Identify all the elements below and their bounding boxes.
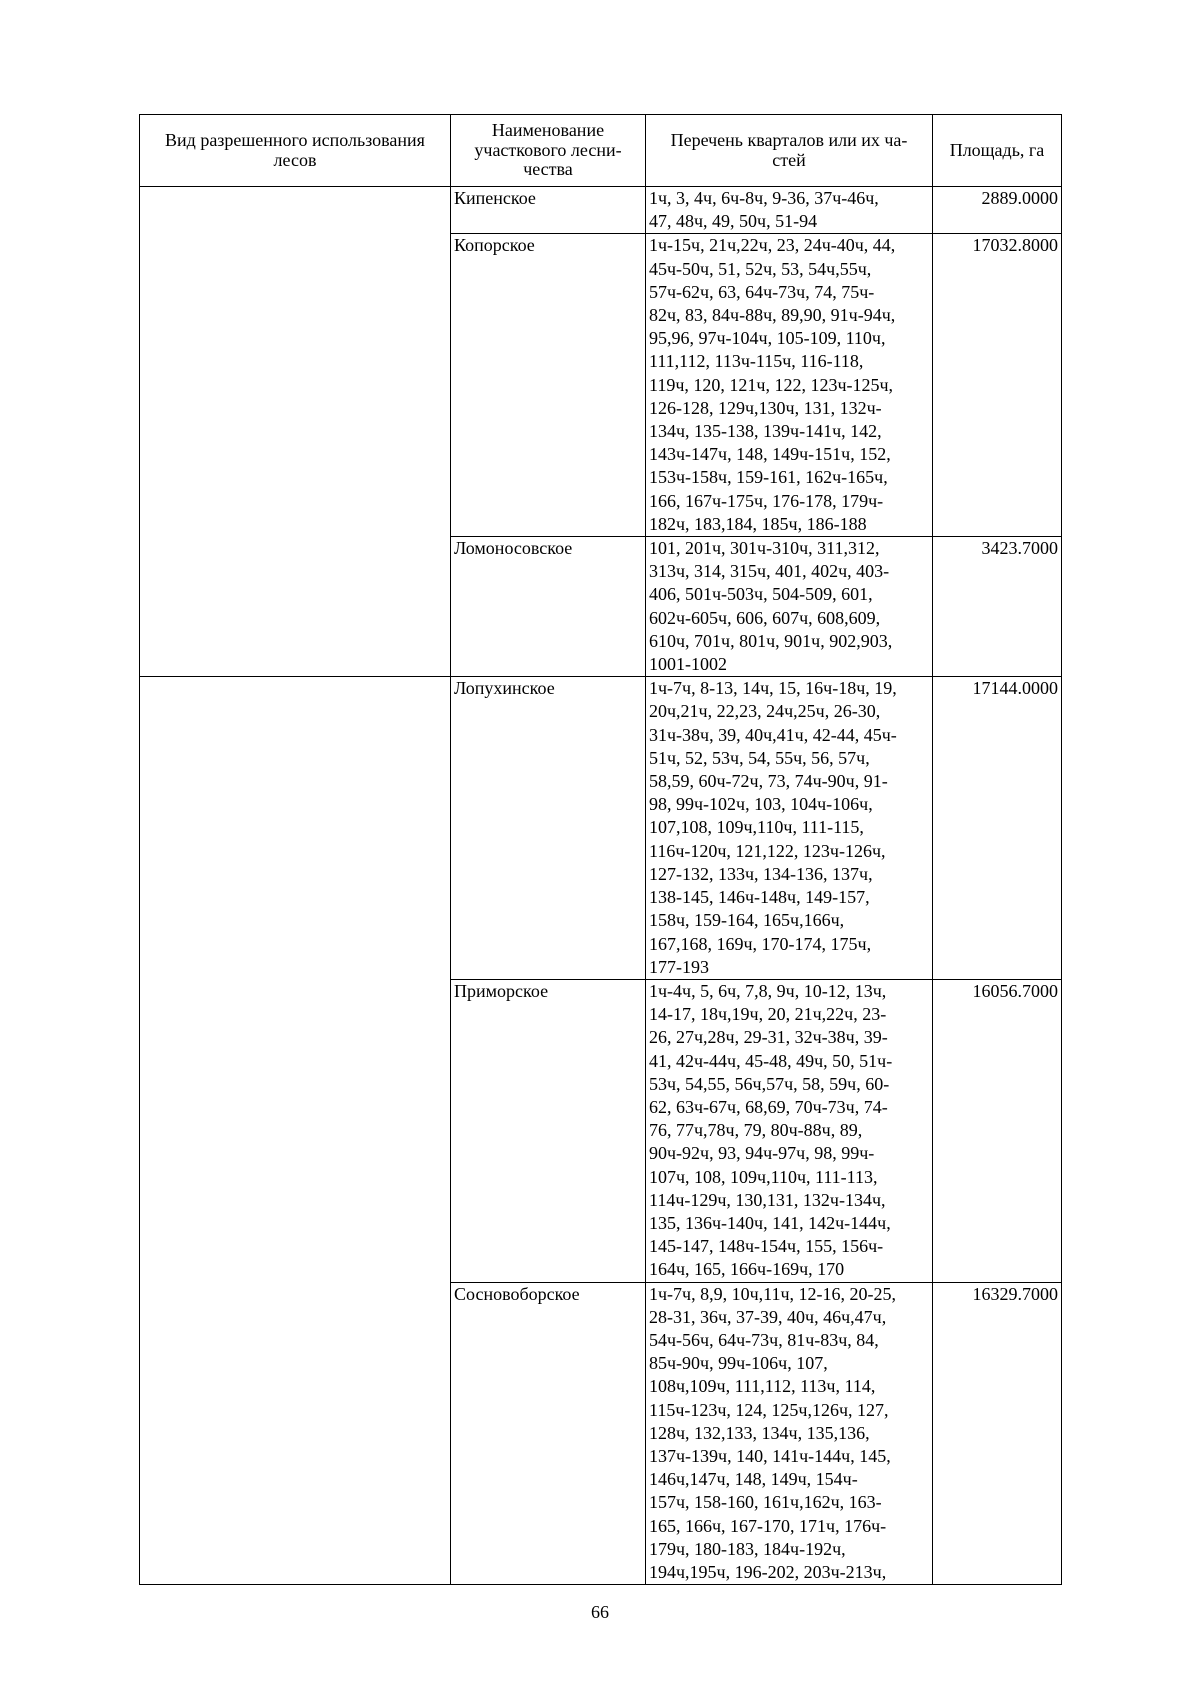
quarters-line: 602ч-605ч, 606, 607ч, 608,609, (649, 607, 881, 628)
quarters-line: 41, 42ч-44ч, 45-48, 49ч, 50, 51ч- (649, 1050, 893, 1071)
header-area: Площадь, га (933, 115, 1062, 187)
quarters-line: 54ч-56ч, 64ч-73ч, 81ч-83ч, 84, (649, 1329, 879, 1350)
quarters-line: 119ч, 120, 121ч, 122, 123ч-125ч, (649, 374, 894, 395)
forestry-name-cell: Приморское (451, 979, 646, 1282)
quarters-line: 28-31, 36ч, 37-39, 40ч, 46ч,47ч, (649, 1306, 887, 1327)
quarters-line: 76, 77ч,78ч, 79, 80ч-88ч, 89, (649, 1120, 863, 1141)
quarters-line: 177-193 (649, 956, 709, 977)
quarters-line: 137ч-139ч, 140, 141ч-144ч, 145, (649, 1445, 891, 1466)
quarters-line: 145-147, 148ч-154ч, 155, 156ч- (649, 1236, 884, 1257)
quarters-line: 114ч-129ч, 130,131, 132ч-134ч, (649, 1189, 886, 1210)
quarters-line: 182ч, 183,184, 185ч, 186-188 (649, 513, 867, 534)
quarters-line: 157ч, 158-160, 161ч,162ч, 163- (649, 1492, 882, 1513)
quarters-line: 1ч-4ч, 5, 6ч, 7,8, 9ч, 10-12, 13ч, (649, 980, 887, 1001)
quarters-list-cell (646, 1282, 933, 1585)
quarters-line: 47, 48ч, 49, 50ч, 51-94 (649, 211, 818, 232)
usage-type-cell (140, 187, 451, 677)
quarters-line: 406, 501ч-503ч, 504-509, 601, (649, 584, 873, 605)
quarters-line: 143ч-147ч, 148, 149ч-151ч, 152, (649, 444, 891, 465)
quarters-line: 135, 136ч-140ч, 141, 142ч-144ч, (649, 1212, 891, 1233)
quarters-line: 127-132, 133ч, 134-136, 137ч, (649, 863, 873, 884)
quarters-line: 82ч, 83, 84ч-88ч, 89,90, 91ч-94ч, (649, 305, 896, 326)
quarters-line: 90ч-92ч, 93, 94ч-97ч, 98, 99ч- (649, 1143, 875, 1164)
area-cell: 17032.8000 (933, 234, 1062, 537)
quarters-line: 98, 99ч-102ч, 103, 104ч-106ч, (649, 794, 873, 815)
quarters-line: 1ч, 3, 4ч, 6ч-8ч, 9-36, 37ч-46ч, (649, 188, 879, 208)
table-header-row (140, 115, 1062, 187)
quarters-line: 45ч-50ч, 51, 52ч, 53, 54ч,55ч, (649, 258, 872, 279)
quarters-line: 14-17, 18ч,19ч, 20, 21ч,22ч, 23- (649, 1004, 887, 1025)
quarters-line: 128ч, 132,133, 134ч, 135,136, (649, 1422, 870, 1443)
quarters-line: 153ч-158ч, 159-161, 162ч-165ч, (649, 467, 888, 488)
forestry-name-cell: Копорское (451, 234, 646, 537)
forestry-name-cell: Кипенское (451, 187, 646, 234)
area-cell: 16056.7000 (933, 979, 1062, 1282)
quarters-line: 165, 166ч, 167-170, 171ч, 176ч- (649, 1515, 887, 1536)
quarters-line: 115ч-123ч, 124, 125ч,126ч, 127, (649, 1399, 889, 1420)
quarters-list-cell (646, 187, 933, 234)
quarters-line: 158ч, 159-164, 165ч,166ч, (649, 910, 845, 931)
quarters-line: 164ч, 165, 166ч-169ч, 170 (649, 1259, 845, 1280)
quarters-line: 26, 27ч,28ч, 29-31, 32ч-38ч, 39- (649, 1027, 888, 1048)
forestry-name-cell: Лопухинское (451, 677, 646, 980)
forest-quarters-table (139, 114, 1062, 1585)
quarters-line: 194ч,195ч, 196-202, 203ч-213ч, (649, 1561, 887, 1582)
quarters-line: 108ч,109ч, 111,112, 113ч, 114, (649, 1376, 876, 1397)
quarters-line: 101, 201ч, 301ч-310ч, 311,312, (649, 538, 880, 559)
quarters-line: 107,108, 109ч,110ч, 111-115, (649, 817, 864, 838)
quarters-line: 53ч, 54,55, 56ч,57ч, 58, 59ч, 60- (649, 1073, 890, 1094)
quarters-line: 111,112, 113ч-115ч, 116-118, (649, 351, 864, 372)
quarters-line: 126-128, 129ч,130ч, 131, 132ч- (649, 397, 882, 418)
quarters-line: 610ч, 701ч, 801ч, 901ч, 902,903, (649, 630, 893, 651)
table-row (140, 187, 1062, 234)
quarters-line: 313ч, 314, 315ч, 401, 402ч, 403- (649, 561, 890, 582)
quarters-line: 1ч-7ч, 8,9, 10ч,11ч, 12-16, 20-25, (649, 1283, 897, 1304)
area-cell: 16329.7000 (933, 1282, 1062, 1585)
quarters-line: 134ч, 135-138, 139ч-141ч, 142, (649, 421, 882, 442)
quarters-line: 167,168, 169ч, 170-174, 175ч, (649, 933, 872, 954)
quarters-line: 85ч-90ч, 99ч-106ч, 107, (649, 1353, 828, 1374)
header-quarters-list: Перечень кварталов или их ча- стей (646, 115, 933, 187)
quarters-line: 1ч-15ч, 21ч,22ч, 23, 24ч-40ч, 44, (649, 235, 896, 256)
quarters-line: 58,59, 60ч-72ч, 73, 74ч-90ч, 91- (649, 771, 888, 792)
quarters-line: 1001-1002 (649, 654, 727, 675)
quarters-line: 179ч, 180-183, 184ч-192ч, (649, 1538, 846, 1559)
area-cell: 2889.0000 (933, 187, 1062, 234)
usage-type-cell (140, 677, 451, 1585)
area-cell: 3423.7000 (933, 537, 1062, 677)
quarters-line: 20ч,21ч, 22,23, 24ч,25ч, 26-30, (649, 701, 881, 722)
quarters-line: 57ч-62ч, 63, 64ч-73ч, 74, 75ч- (649, 281, 875, 302)
quarters-line: 138-145, 146ч-148ч, 149-157, (649, 887, 870, 908)
table-row (140, 677, 1062, 980)
quarters-list-cell (646, 234, 933, 537)
page-number: 66 (591, 1602, 609, 1622)
quarters-line: 51ч, 52, 53ч, 54, 55ч, 56, 57ч, (649, 747, 870, 768)
forestry-name-cell: Сосновоборское (451, 1282, 646, 1585)
quarters-line: 1ч-7ч, 8-13, 14ч, 15, 16ч-18ч, 19, (649, 678, 897, 699)
quarters-line: 116ч-120ч, 121,122, 123ч-126ч, (649, 840, 886, 861)
quarters-line: 107ч, 108, 109ч,110ч, 111-113, (649, 1166, 878, 1187)
quarters-line: 166, 167ч-175ч, 176-178, 179ч- (649, 490, 884, 511)
header-forestry-name: Наименование участкового лесни- чества (451, 115, 646, 187)
quarters-line: 95,96, 97ч-104ч, 105-109, 110ч, (649, 328, 886, 349)
quarters-list-cell (646, 537, 933, 677)
quarters-list-cell (646, 979, 933, 1282)
quarters-list-cell (646, 677, 933, 980)
forestry-name-cell: Ломоносовское (451, 537, 646, 677)
quarters-line: 146ч,147ч, 148, 149ч, 154ч- (649, 1469, 858, 1490)
area-cell: 17144.0000 (933, 677, 1062, 980)
quarters-line: 31ч-38ч, 39, 40ч,41ч, 42-44, 45ч- (649, 724, 897, 745)
table-body (140, 187, 1062, 1585)
header-usage-type: Вид разрешенного использования лесов (140, 115, 451, 187)
quarters-line: 62, 63ч-67ч, 68,69, 70ч-73ч, 74- (649, 1096, 888, 1117)
